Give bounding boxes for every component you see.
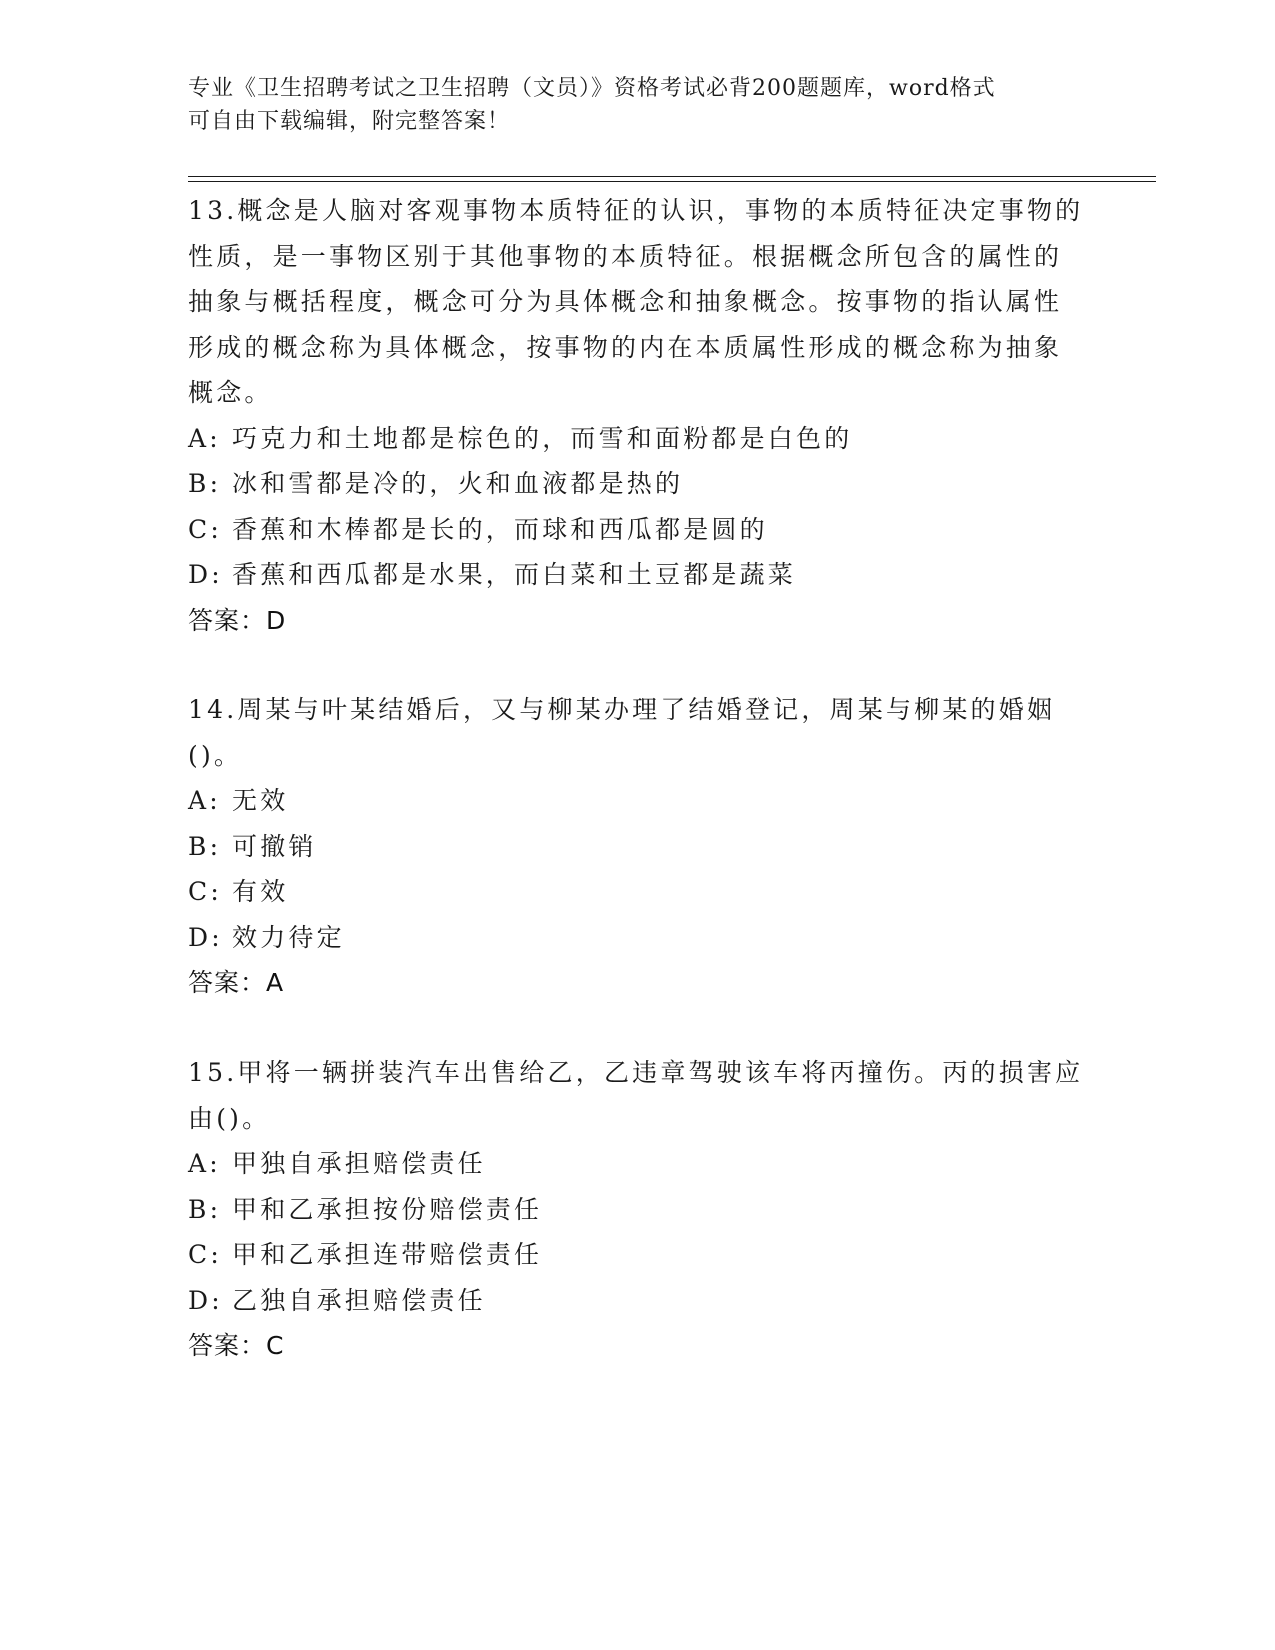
answer-line: 答案：C bbox=[188, 1331, 285, 1360]
option-key: A: bbox=[188, 1149, 221, 1178]
option-key: A: bbox=[188, 423, 221, 453]
option-c bbox=[188, 1232, 1088, 1278]
option-key: B: bbox=[188, 469, 222, 498]
option-d bbox=[188, 552, 1088, 598]
question-stem: 15.甲将一辆拼装汽车出售给乙，乙违章驾驶该车将丙撞伤。丙的损害应由()。 bbox=[188, 1058, 1084, 1133]
answer-line: 答案：D bbox=[188, 605, 287, 635]
answer-line: 答案：A bbox=[188, 968, 285, 997]
option-a bbox=[188, 778, 1088, 824]
option-key: B: bbox=[188, 831, 222, 861]
option-text: 乙独自承担赔偿责任 bbox=[232, 1285, 486, 1315]
option-text: 无效 bbox=[232, 786, 289, 815]
option-text: 效力待定 bbox=[232, 922, 345, 952]
header-line-1: 专业《卫生招聘考试之卫生招聘（文员）》资格考试必背200题题库，word格式 bbox=[188, 76, 996, 101]
question-stem: 13.概念是人脑对客观事物本质特征的认识，事物的本质特征决定事物的性质，是一事物区别于其他事物的本质特征。根据概念所包含的属性的抽象与概括程度，概念可分为具体概念和抽象概念。按事物的指认属性形成的概念称为具体概念，按事物的内在本质属性形成的概念称为抽象概念。 bbox=[188, 196, 1084, 407]
option-key: B: bbox=[188, 1194, 222, 1224]
option-a bbox=[188, 416, 1088, 462]
option-text: 冰和雪都是冷的，火和血液都是热的 bbox=[232, 469, 684, 498]
option-key: D: bbox=[188, 922, 223, 952]
option-key: C: bbox=[188, 514, 222, 544]
option-c bbox=[188, 507, 1088, 553]
option-key: A: bbox=[188, 786, 221, 815]
header-line-2: 可自由下载编辑，附完整答案！ bbox=[188, 109, 511, 134]
option-d bbox=[188, 915, 1088, 961]
option-a bbox=[188, 1141, 1088, 1187]
question-13 bbox=[188, 188, 1088, 643]
question-stem: 14.周某与叶某结婚后，又与柳某办理了结婚登记，周某与柳某的婚姻()。 bbox=[188, 695, 1056, 770]
header-divider-bottom bbox=[188, 181, 1156, 182]
option-text: 甲和乙承担连带赔偿责任 bbox=[232, 1240, 543, 1269]
option-text: 巧克力和土地都是棕色的，而雪和面粉都是白色的 bbox=[232, 423, 853, 453]
option-key: C: bbox=[188, 877, 222, 906]
option-text: 香蕉和木棒都是长的，而球和西瓜都是圆的 bbox=[232, 514, 768, 544]
question-14 bbox=[188, 687, 1088, 1006]
option-text: 甲和乙承担按份赔偿责任 bbox=[232, 1194, 543, 1224]
option-key: C: bbox=[188, 1240, 222, 1269]
option-text: 香蕉和西瓜都是水果，而白菜和土豆都是蔬菜 bbox=[232, 560, 797, 589]
option-text: 有效 bbox=[232, 877, 289, 906]
option-d bbox=[188, 1278, 1088, 1324]
option-text: 可撤销 bbox=[232, 831, 317, 861]
document-header bbox=[188, 72, 1088, 138]
option-text: 甲独自承担赔偿责任 bbox=[232, 1149, 486, 1178]
header-divider-top bbox=[188, 176, 1156, 177]
option-b bbox=[188, 1187, 1088, 1233]
option-key: D: bbox=[188, 560, 223, 589]
option-b bbox=[188, 461, 1088, 507]
question-15 bbox=[188, 1050, 1088, 1369]
option-key: D: bbox=[188, 1285, 223, 1315]
option-c bbox=[188, 869, 1088, 915]
option-b bbox=[188, 824, 1088, 870]
